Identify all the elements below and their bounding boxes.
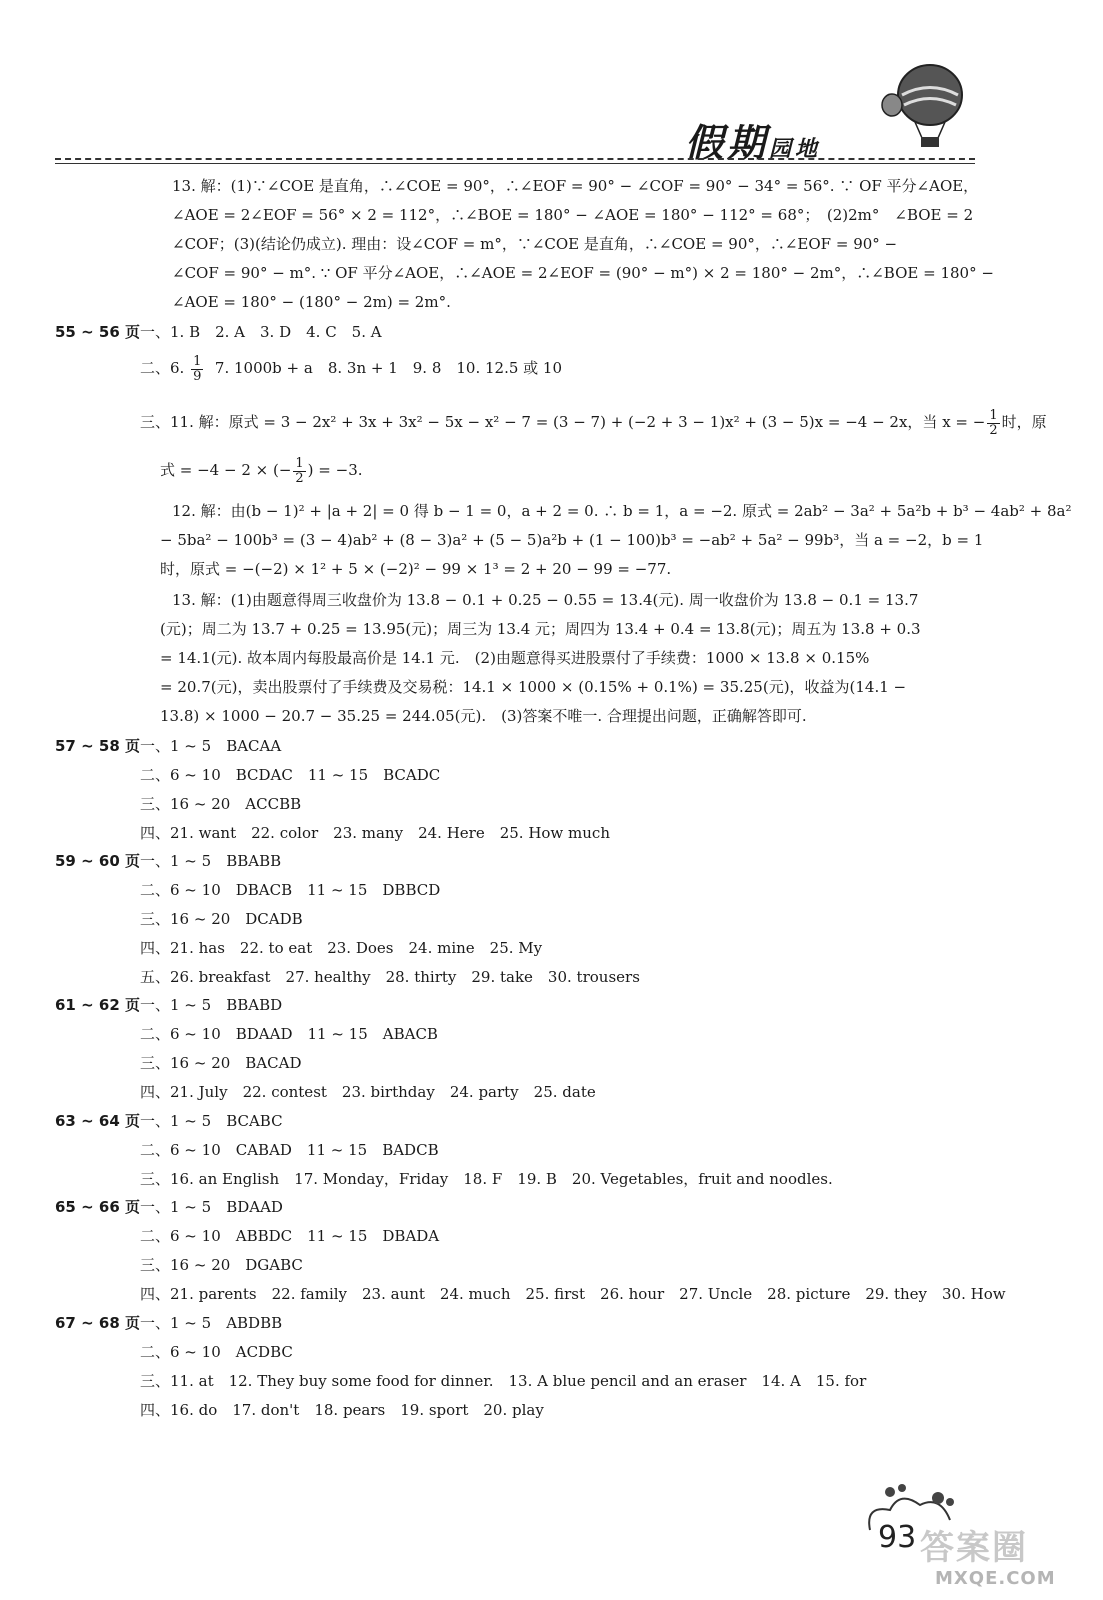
watermark-logo: 答案圈 xyxy=(920,1528,1028,1568)
fraction-prefix: 三、11. 解：原式 = 3 − 2x² + 3x + 3x² − 5x − x² − 7 = (3 − 7) + (−2 + 3 − 1)x² + (3 − 5)x = −4 − 2x，当 x = − xyxy=(140,413,986,431)
text-line: 二、6 ~ 10 ACDBC xyxy=(140,1343,293,1361)
fraction-numerator: 1 xyxy=(193,353,202,369)
answer-line-fraction xyxy=(140,353,562,384)
fraction-rest: 7. 1000b + a 8. 3n + 1 9. 8 10. 12.5 或 10 xyxy=(214,359,563,377)
text-line: 二、6 ~ 10 CABAD 11 ~ 15 BADCB xyxy=(140,1141,439,1159)
page-range-label: 63 ~ 64 页 xyxy=(55,1112,140,1130)
text-line: 一、1 ~ 5 BBABB xyxy=(140,852,282,870)
text-line: 三、16 ~ 20 BACAD xyxy=(140,1054,302,1072)
hot-air-balloon-icon xyxy=(880,60,970,150)
text-line: 一、1. B 2. A 3. D 4. C 5. A xyxy=(140,323,382,341)
text-line: 12. 解：由(b − 1)² + |a + 2| = 0 得 b − 1 = 0，a + 2 = 0. ∴ b = 1，a = −2. 原式 = 2ab² − 3a² + 5a²b + b³ − 4ab² + 8a² xyxy=(172,502,1072,520)
text-line: ∠AOE = 180° − (180° − 2m) = 2m°. xyxy=(172,293,451,311)
text-line: ∠AOE = 2∠EOF = 56° × 2 = 112°，∴∠BOE = 180° − ∠AOE = 180° − 112° = 68°； (2)2m° ∠BOE = 2 xyxy=(172,206,974,224)
text-line: 三、16 ~ 20 DCADB xyxy=(140,910,303,928)
watermark-url: MXQE.COM xyxy=(935,1568,1056,1589)
answer-line-fraction xyxy=(140,407,1047,438)
header-divider-line xyxy=(55,163,975,164)
fraction-suffix: ) = −3. xyxy=(307,461,363,479)
fraction-denominator: 2 xyxy=(295,470,304,486)
fraction-suffix: 时，原 xyxy=(1001,413,1047,431)
text-line: (元)；周二为 13.7 + 0.25 = 13.95(元)；周三为 13.4 元；周四为 13.4 + 0.4 = 13.8(元)；周五为 13.8 + 0.3 xyxy=(160,620,921,638)
text-line: 二、6 ~ 10 BCDAC 11 ~ 15 BCADC xyxy=(140,766,441,784)
page-number: 93 xyxy=(878,1520,917,1555)
fraction-prefix: 式 = −4 − 2 × (− xyxy=(160,461,292,479)
fraction xyxy=(987,409,999,438)
text-line: ∠COF；(3)(结论仍成立). 理由：设∠COF = m°，∵∠COE 是直角，∴∠COE = 90°，∴∠EOF = 90° − xyxy=(172,235,898,253)
text-line: 三、16 ~ 20 DGABC xyxy=(140,1256,303,1274)
fraction xyxy=(293,457,305,486)
text-line: = 14.1(元). 故本周内每股最高价是 14.1 元. (2)由题意得买进股票付了手续费：1000 × 13.8 × 0.15% xyxy=(160,649,870,667)
text-line: 三、11. at 12. They buy some food for dinner. 13. A blue pencil and an eraser 14. A 15. for xyxy=(140,1372,867,1390)
header-divider xyxy=(55,158,975,160)
text-line: 一、1 ~ 5 ABDBB xyxy=(140,1314,283,1332)
page-header xyxy=(0,0,1103,170)
text-line: 二、6 ~ 10 ABBDC 11 ~ 15 DBADA xyxy=(140,1227,440,1245)
fraction-denominator: 2 xyxy=(989,422,998,438)
text-line: 四、16. do 17. don't 18. pears 19. sport 20. play xyxy=(140,1401,544,1419)
page-range-label: 59 ~ 60 页 xyxy=(55,852,140,870)
text-line: 二、6 ~ 10 DBACB 11 ~ 15 DBBCD xyxy=(140,881,441,899)
text-line: 时，原式 = −(−2) × 1² + 5 × (−2)² − 99 × 1³ = 2 + 20 − 99 = −77. xyxy=(160,560,672,578)
fraction-prefix: 二、6. xyxy=(140,359,185,377)
text-line: 13.8) × 1000 − 20.7 − 35.25 = 244.05(元). (3)答案不唯一. 合理提出问题，正确解答即可. xyxy=(160,707,807,725)
text-line: 二、6 ~ 10 BDAAD 11 ~ 15 ABACB xyxy=(140,1025,438,1043)
fraction xyxy=(191,355,203,384)
page-range-label: 67 ~ 68 页 xyxy=(55,1314,140,1332)
text-line: 三、16 ~ 20 ACCBB xyxy=(140,795,302,813)
page-range-label: 65 ~ 66 页 xyxy=(55,1198,140,1216)
text-line: ∠COF = 90° − m°. ∵ OF 平分∠AOE，∴∠AOE = 2∠EOF = (90° − m°) × 2 = 180° − 2m°，∴∠BOE = 180° − xyxy=(172,264,994,282)
text-line: 一、1 ~ 5 BACAA xyxy=(140,737,282,755)
fraction-denominator: 9 xyxy=(193,368,202,384)
text-line: 13. 解：(1)由题意得周三收盘价为 13.8 − 0.1 + 0.25 − 0.55 = 13.4(元). 周一收盘价为 13.8 − 0.1 = 13.7 xyxy=(172,591,919,609)
text-line: 三、16. an English 17. Monday，Friday 18. F 19. B 20. Vegetables，fruit and noodles. xyxy=(140,1170,833,1188)
text-line: 四、21. July 22. contest 23. birthday 24. party 25. date xyxy=(140,1083,596,1101)
text-line: 13. 解：(1)∵∠COE 是直角，∴∠COE = 90°，∴∠EOF = 90° − ∠COF = 90° − 34° = 56°. ∵ OF 平分∠AOE， xyxy=(172,177,979,195)
text-line: 一、1 ~ 5 BCABC xyxy=(140,1112,283,1130)
fraction-numerator: 1 xyxy=(989,407,998,423)
text-line: 五、26. breakfast 27. healthy 28. thirty 29. take 30. trousers xyxy=(140,968,640,986)
fraction-numerator: 1 xyxy=(295,455,304,471)
text-line: 一、1 ~ 5 BDAAD xyxy=(140,1198,283,1216)
page-range-label: 61 ~ 62 页 xyxy=(55,996,140,1014)
header-title-sub: 园地 xyxy=(769,136,822,162)
header-title-main: 假期 xyxy=(685,120,770,165)
page-range-label: 55 ~ 56 页 xyxy=(55,323,140,341)
page-range-label: 57 ~ 58 页 xyxy=(55,737,140,755)
text-line: = 20.7(元)，卖出股票付了手续费及交易税：14.1 × 1000 × (0.15% + 0.1%) = 35.25(元)，收益为(14.1 − xyxy=(160,678,907,696)
answer-line-fraction xyxy=(160,455,363,486)
text-line: 一、1 ~ 5 BBABD xyxy=(140,996,283,1014)
text-line: − 5ba² − 100b³ = (3 − 4)ab² + (8 − 3)a² + (5 − 5)a²b + (1 − 100)b³ = −ab² + 5a² − 99b³，当 a = −2，b = 1 xyxy=(160,531,984,549)
text-line: 四、21. parents 22. family 23. aunt 24. much 25. first 26. hour 27. Uncle 28. picture 29. they 30. How xyxy=(140,1285,1006,1303)
text-line: 四、21. has 22. to eat 23. Does 24. mine 25. My xyxy=(140,939,543,957)
text-line: 四、21. want 22. color 23. many 24. Here 25. How much xyxy=(140,824,610,842)
